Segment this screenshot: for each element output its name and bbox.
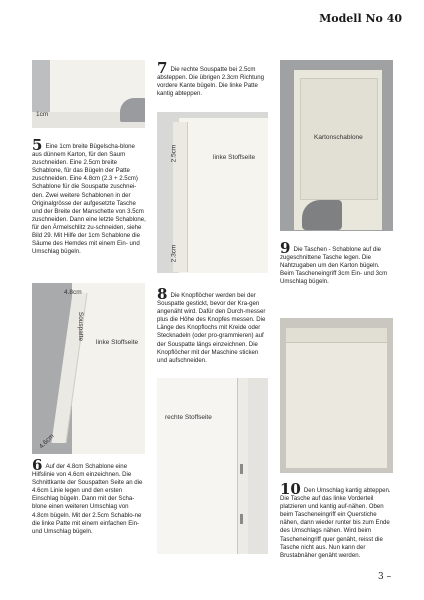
photo-cardboard-template <box>280 60 393 231</box>
photo-buttonholes <box>157 378 268 554</box>
step-6: 6 Auf der 4.8cm Schablone eine Hilfslinie von 4.6cm einzeichnen. Die Schnittkante der Souspatten Seite an die 4.6cm Linie legen und den ersten Einschlag bügeln. Dann mit der Scha-blone einen weiteren Umschlag von 4.8cm bügeln. Mit der 2.5cm Schablo-ne die linke Patte mit einem einfachen Ein- und Umschlag bügeln. <box>32 456 143 535</box>
photo-fabric-placket <box>157 112 268 273</box>
buttonhole-icon <box>240 464 243 474</box>
step-7: 7 Die rechte Souspatte bei 2.5cm absteppen. Die übrigen 2.3cm Richtung vordere Kante bügeln. Die linke Patte kantig abteppen. <box>157 59 265 98</box>
step-10: 10 Den Umschlag kantig abteppen. Die Tasche auf das linke Vorderteil platzieren und kantig auf-nähen. Oben beim Tascheneingriff ein Querstiche nähen, dann wieder runter bis zum Ende des Umschlags nähen. Wird beim Tascheneingriff quer genäht, reisst die Tasche nicht aus. Nun kann der Brustabnäher genäht werden. <box>280 480 391 559</box>
photo-hem-ironing <box>32 60 145 128</box>
iron-icon <box>302 200 342 230</box>
page-title: Modell No 40 <box>319 12 402 25</box>
iron-icon <box>120 98 145 122</box>
step-8: 8 Die Knopflöcher werden bei der Souspatte gestickt, bevor der Kra-gen angenäht wird. Dafür den Durch-messer plus die Höhe des Knopfes messen. Die Länge des Knopflochs mit Kreide oder Stecknadeln (oder pro-grammieren) auf der Souspatte längs einzeichnen. Die Knopflöcher mit der Maschine sticken und aufschneiden. <box>157 285 266 364</box>
label-4-8cm: 4.8cm <box>64 289 82 296</box>
label-4-6cm: 4.6cm <box>38 432 56 451</box>
label-linke-stoffseite: linke Stoffseite <box>96 339 139 346</box>
label-kartonschablone: Kartonschablone <box>314 134 363 141</box>
label-1cm: 1cm <box>36 111 49 118</box>
label-2-5cm: 2.5cm <box>170 144 178 163</box>
photo-souspatte <box>32 283 145 454</box>
photo-pocket <box>280 318 393 473</box>
label-souspatte: Souspatte <box>77 311 85 342</box>
page-number: 3 – <box>378 572 392 582</box>
step-5: 5 Eine 1cm breite Bügelscha-blone aus dünnem Karton, für den Saum zuschneiden. Eine 2.5cm breite Schablone, für das Bügeln der Patte zuschneiden. Eine 4.8cm (2.3 + 2.5cm) Schablone für die Souspatte zuschnei-den. Zwei weitere Schablonen in der Originalgrösse der aufgesetzte Tasche und der Breite der Manschette von 3.5cm zuschneiden. Dann eine letzte Schablone, für den Ärmelschlitz zu-schneiden, siehe Bild 29. Mit Hilfe der 1cm Schablone die Säume des Hemdes mit einem Ein- und Umschlag bügeln. <box>32 136 146 256</box>
label-rechte-stoffseite: rechte Stoffseite <box>165 414 212 421</box>
buttonhole-icon <box>240 514 243 524</box>
label-2-3cm: 2.3cm <box>170 244 178 263</box>
step-9: 9 Die Taschen - Schablone auf die zugeschnittene Tasche legen. Die Nahtzugaben um den Karton bügeln. Beim Tascheneingriff 3cm Ein- und 3cm Umschlag bügeln. <box>280 239 388 286</box>
label-linke-stoffseite: linke Stoffseite <box>213 154 256 161</box>
